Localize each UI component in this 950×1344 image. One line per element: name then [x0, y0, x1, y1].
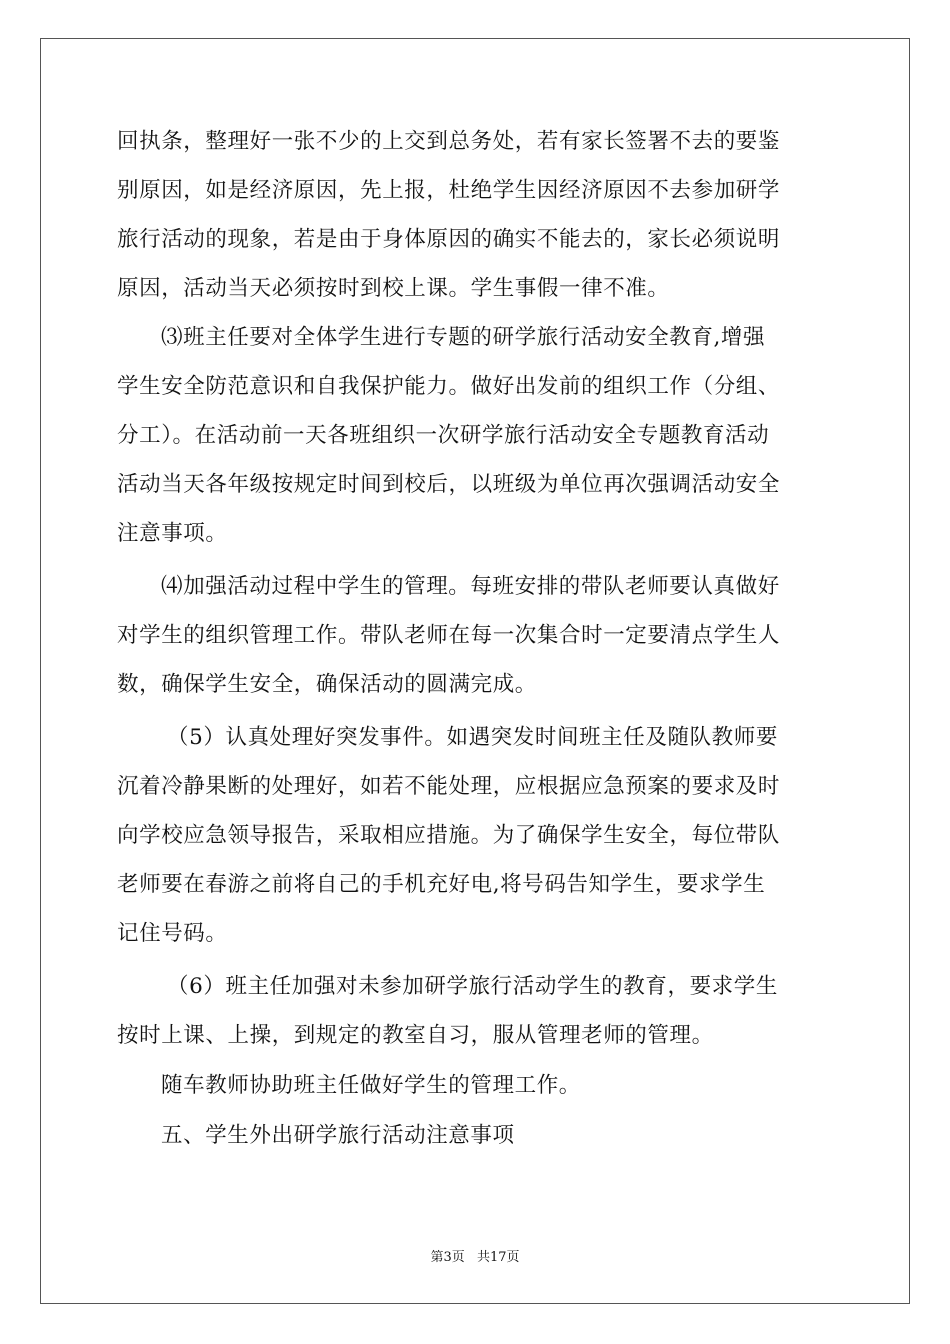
text-line-indent: （6）班主任加强对未参加研学旅行活动学生的教育，要求学生: [167, 974, 778, 999]
text-line: 对学生的组织管理工作。带队老师在每一次集合时一定要清点学生人: [117, 623, 781, 648]
text-line: 活动当天各年级按规定时间到校后，以班级为单位再次强调活动安全: [117, 472, 781, 497]
text-line: 注意事项。: [117, 521, 228, 546]
text-line-indent: ⑶班主任要对全体学生进行专题的研学旅行活动安全教育,增强: [161, 325, 766, 350]
page-number: 第3页: [430, 1250, 465, 1265]
text-line: 按时上课、上操，到规定的教室自习，服从管理老师的管理。: [117, 1023, 714, 1048]
text-line: 学生安全防范意识和自我保护能力。做好出发前的组织工作（分组、: [117, 374, 781, 399]
section-heading: 五、学生外出研学旅行活动注意事项: [161, 1123, 515, 1148]
text-line: 向学校应急领导报告，采取相应措施。为了确保学生安全，每位带队: [117, 823, 781, 848]
text-line: 回执条，整理好一张不少的上交到总务处，若有家长签署不去的要鉴: [117, 129, 781, 154]
text-line: 记住号码。: [117, 921, 228, 946]
page-footer: [0, 1249, 950, 1267]
text-line: 数，确保学生安全，确保活动的圆满完成。: [117, 672, 537, 697]
text-line: 别原因，如是经济原因，先上报，杜绝学生因经济原因不去参加研学: [117, 178, 781, 203]
text-line: 旅行活动的现象，若是由于身体原因的确实不能去的，家长必须说明: [117, 227, 781, 252]
text-line: 分工）。在活动前一天各班组织一次研学旅行活动安全专题教育活动: [117, 423, 770, 448]
text-line: 原因，活动当天必须按时到校上课。学生事假一律不准。: [117, 276, 670, 301]
text-line: 沉着冷静果断的处理好，如若不能处理，应根据应急预案的要求及时: [117, 774, 781, 799]
text-line-indent: ⑷加强活动过程中学生的管理。每班安排的带队老师要认真做好: [161, 574, 780, 599]
text-line: 老师要在春游之前将自己的手机充好电,将号码告知学生，要求学生: [117, 872, 766, 897]
text-line-indent: 随车教师协助班主任做好学生的管理工作。: [161, 1073, 581, 1098]
text-line-indent: （5）认真处理好突发事件。如遇突发时间班主任及随队教师要: [167, 725, 778, 750]
page-total: 共17页: [476, 1250, 520, 1265]
